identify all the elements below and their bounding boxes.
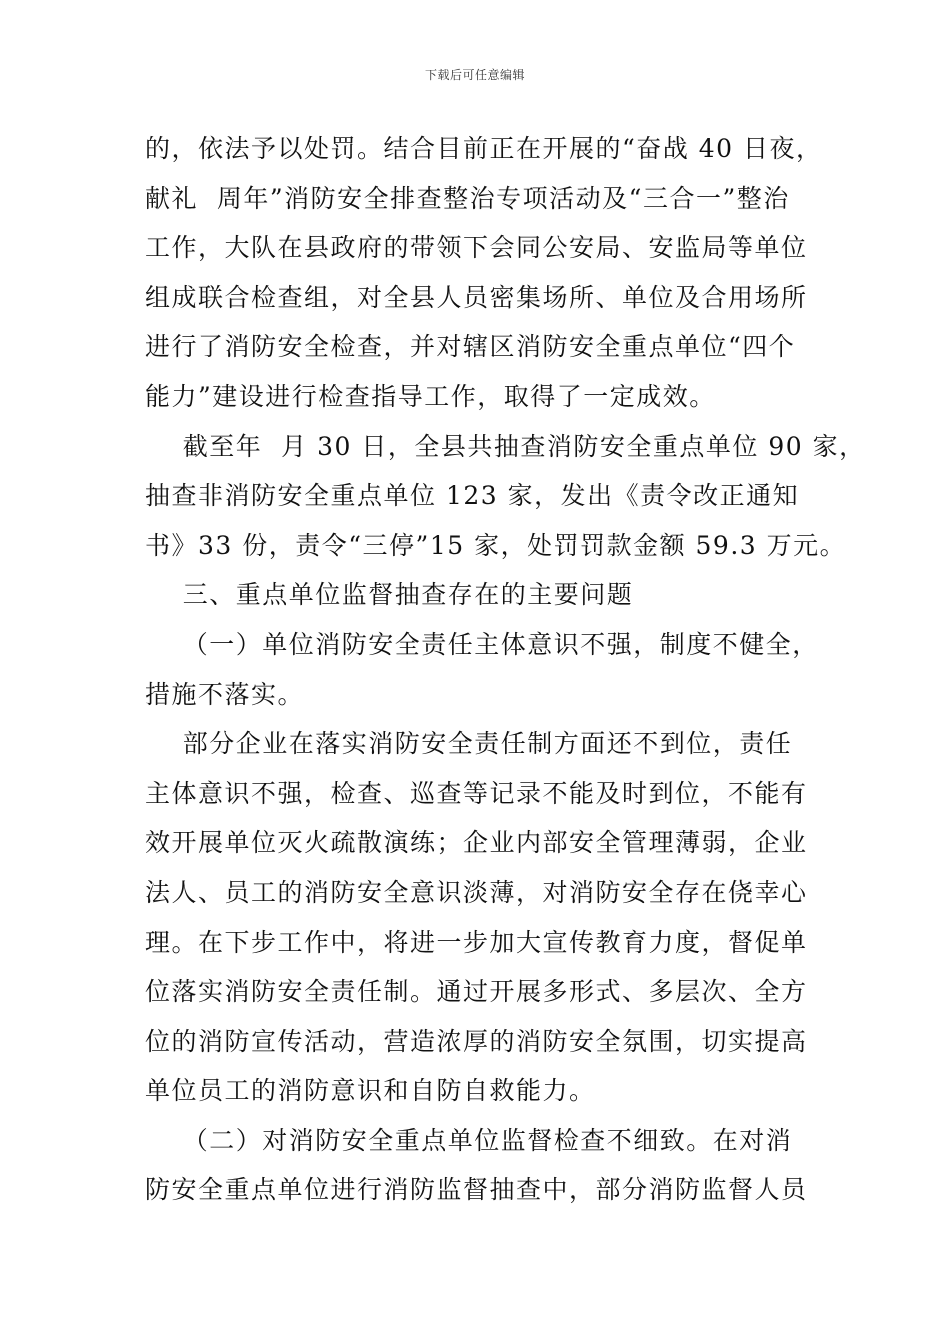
text-line: 能力”建设进行检查指导工作，取得了一定成效。 — [145, 381, 716, 411]
text-line: 理。在下步工作中，将进一步加大宣传教育力度，督促单 — [145, 927, 808, 957]
text-line: 主体意识不强，检查、巡查等记录不能及时到位，不能有 — [145, 778, 808, 808]
text-line: 工作，大队在县政府的带领下会同公安局、安监局等单位 — [145, 233, 808, 263]
document-body — [145, 124, 866, 1215]
text-line: 献礼 周年”消防安全排查整治专项活动及“三合一”整治 — [145, 183, 790, 213]
text-line: 进行了消防安全检查，并对辖区消防安全重点单位“四个 — [145, 332, 796, 362]
text-line: 防安全重点单位进行消防监督抽查中，部分消防监督人员 — [145, 1175, 808, 1205]
section-heading: 三、重点单位监督抽查存在的主要问题 — [145, 580, 634, 610]
text-line: 法人、员工的消防安全意识淡薄，对消防安全存在侥幸心 — [145, 877, 808, 907]
text-line: 效开展单位灭火疏散演练；企业内部安全管理薄弱，企业 — [145, 828, 808, 858]
text-line: 位的消防宣传活动，营造浓厚的消防安全氛围，切实提高 — [145, 1026, 808, 1056]
text-line: 位落实消防安全责任制。通过开展多形式、多层次、全方 — [145, 977, 808, 1007]
text-line: 措施不落实。 — [145, 679, 305, 709]
text-line: 的，依法予以处罚。结合目前正在开展的“奋战 40 日夜， — [145, 134, 823, 163]
text-line: 截至年 月 30 日，全县共抽查消防安全重点单位 90 家， — [145, 431, 866, 461]
text-line: 单位员工的消防意识和自防自救能力。 — [145, 1076, 596, 1106]
subsection-heading: （二）对消防安全重点单位监督检查不细致。在对消 — [145, 1125, 793, 1155]
subsection-heading: （一）单位消防安全责任主体意识不强，制度不健全， — [145, 629, 819, 659]
text-line: 部分企业在落实消防安全责任制方面还不到位，责任 — [145, 729, 793, 759]
text-line: 抽查非消防安全重点单位 123 家，发出《责令改正通知 — [145, 481, 800, 511]
page-header: 下载后可任意编辑 — [424, 68, 525, 82]
text-line: 组成联合检查组，对全县人员密集场所、单位及合用场所 — [145, 282, 808, 312]
text-line: 书》33 份，责令“三停”15 家，处罚罚款金额 59.3 万元。 — [145, 530, 847, 560]
